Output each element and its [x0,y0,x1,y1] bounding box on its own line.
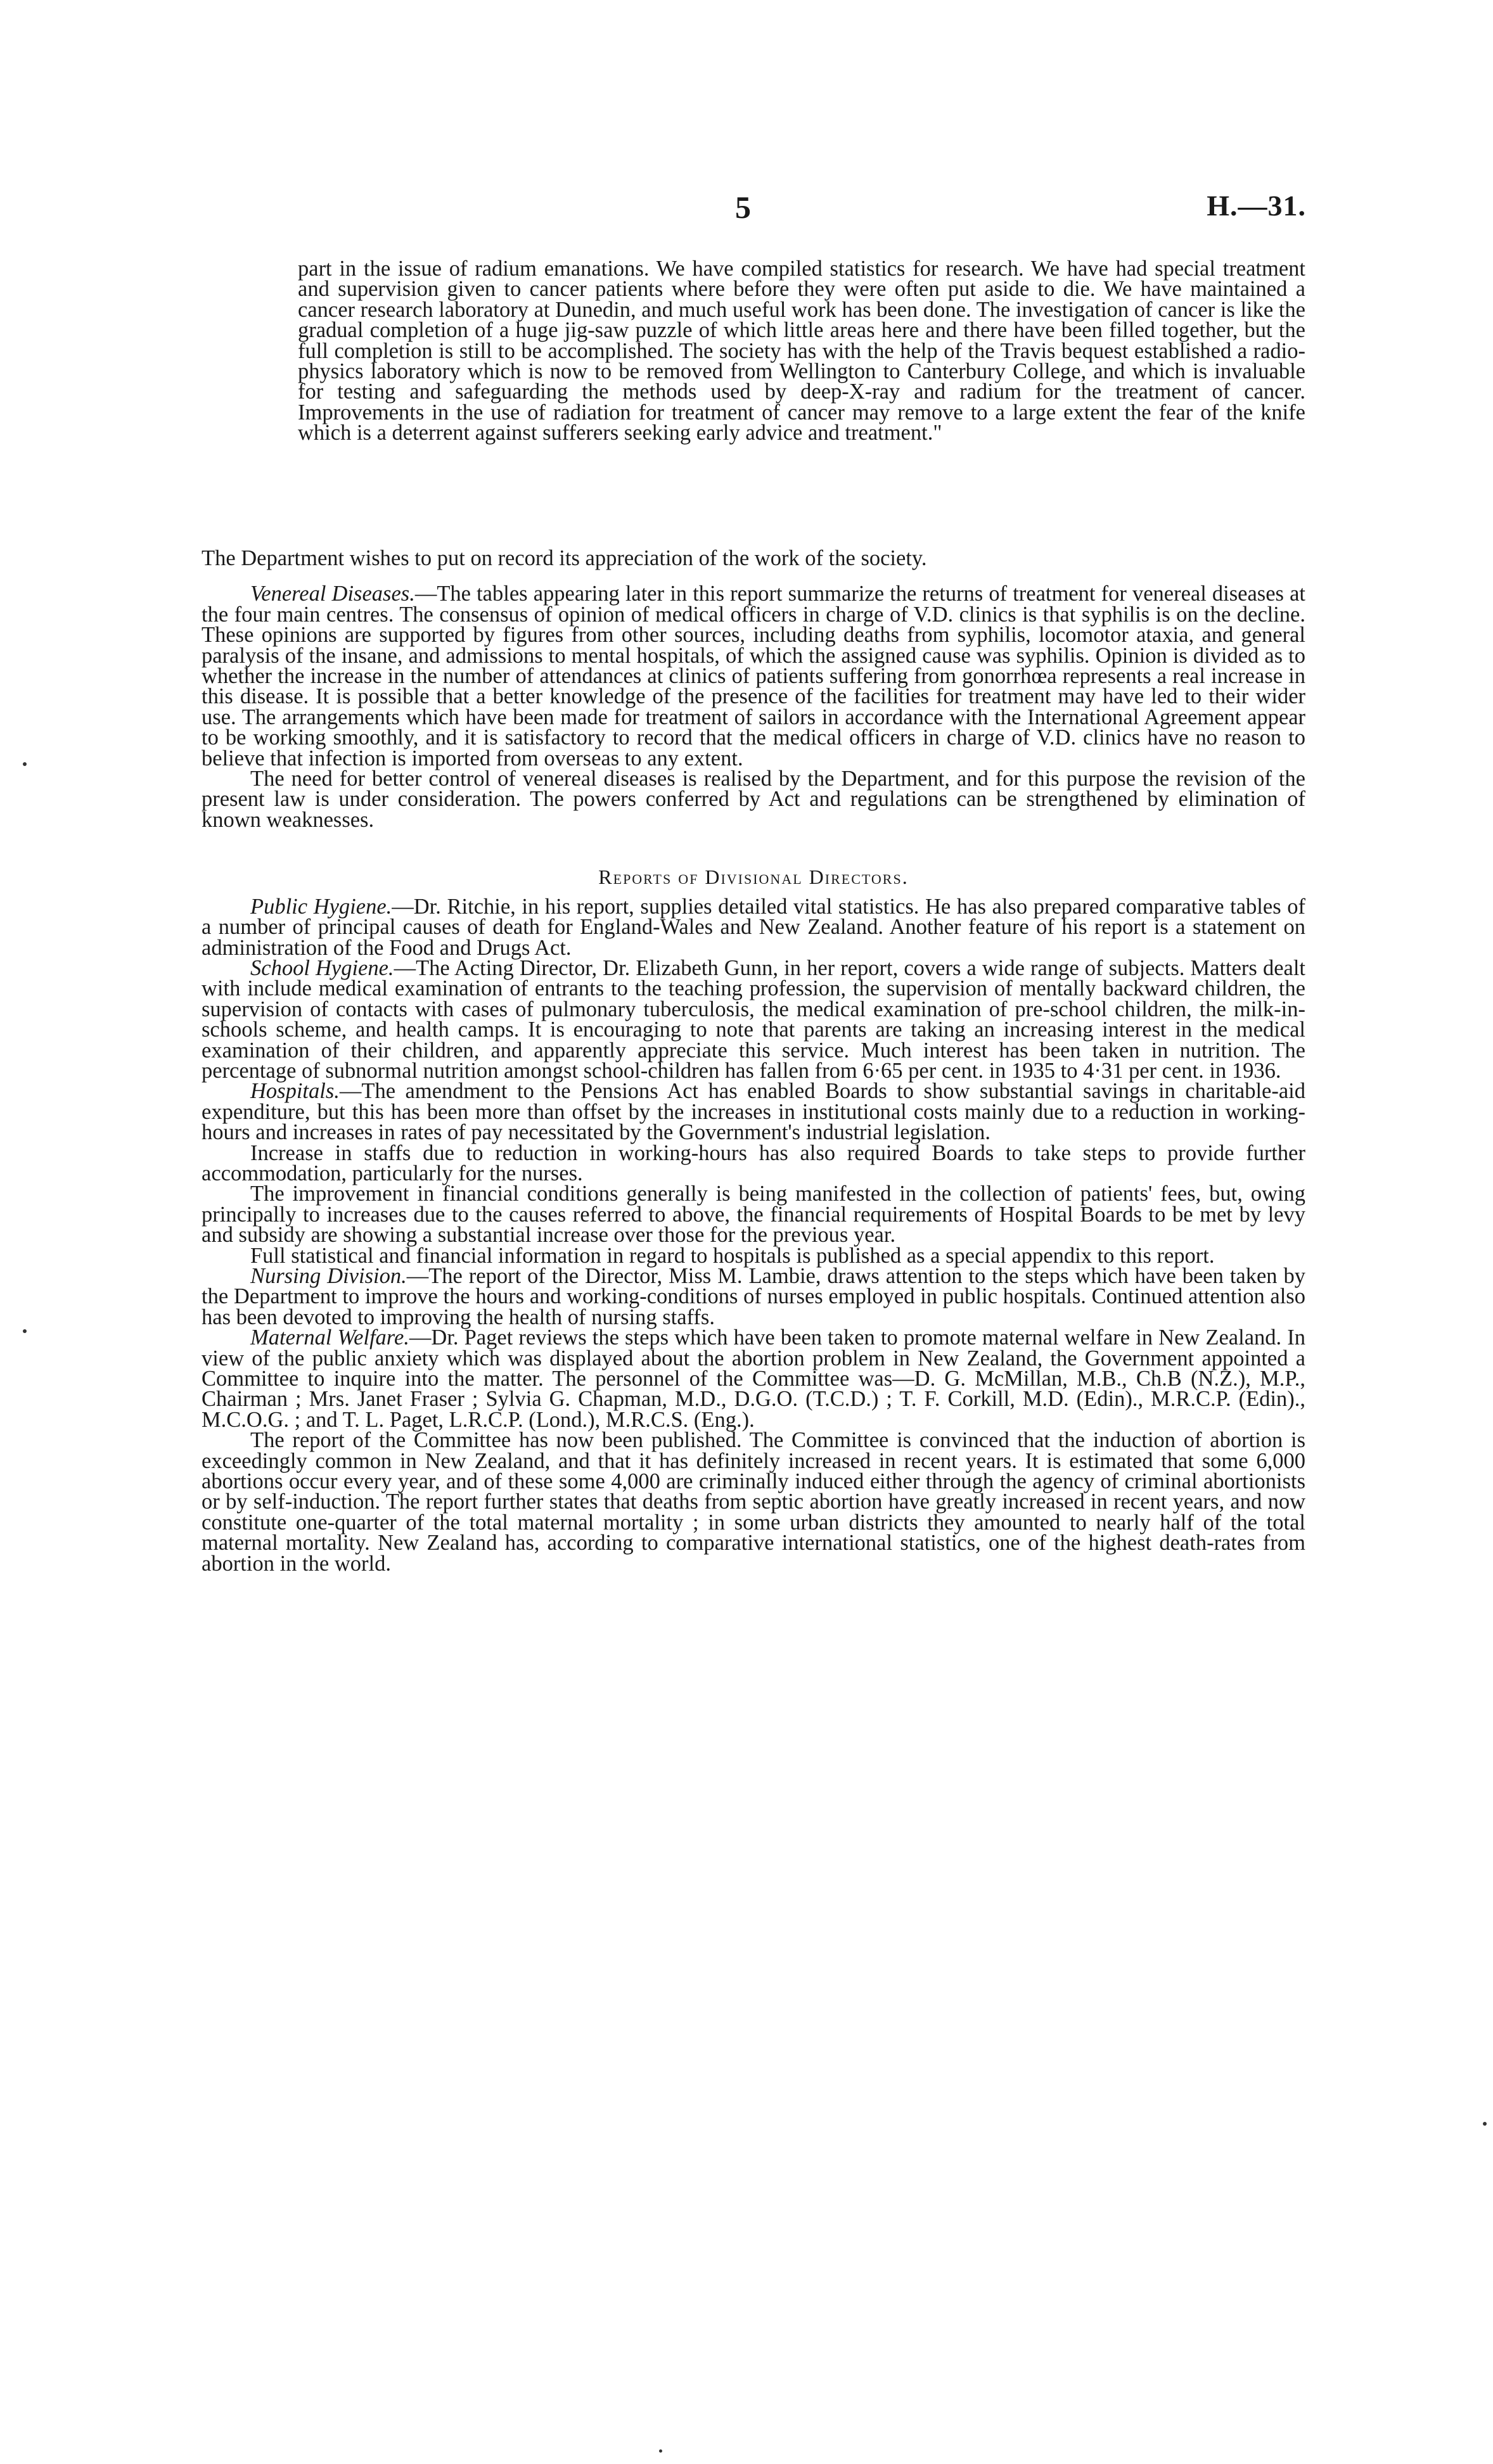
scan-speck [1483,2122,1487,2126]
public-hygiene-text: —Dr. Ritchie, in his report, supplies detailed vital statistics. He has also prepared comparative tables of a number of principal causes of death for England-Wales and New Zealand. Another feature of his report is a statement on administration of the Food and Drugs Act. [202,894,1305,960]
venereal-control-paragraph: The need for better control of venereal diseases is realised by the Department, and for this purpose the revision of the present law is under consideration. The powers conferred by Act and regulations can be strengthened by elimination of known weaknesses. [202,767,1305,832]
hospitals-paragraph [202,1079,1305,1145]
school-hygiene-heading: School Hygiene. [250,955,394,980]
venereal-diseases-text: —The tables appearing later in this report summarize the returns of treatment for venereal diseases at the four main centres. The consensus of opinion of medical officers in charge of V.D. clinics is that syphilis is on the decline. These opinions are supported by figures from other sources, including deaths from syphilis, locomotor ataxia, and general paralysis of the insane, and admissions to mental hospitals, of which the assigned cause was syphilis. Opinion is divided as to whether the increase in the number of attendances at clinics of patients suffering from gonorrhœa represents a real increase in this disease. It is possible that a better knowledge of the presence of the facilities for treatment may have led to their wider use. The arrangements which have been made for treatment of sailors in accordance with the International Agreement appear to be working smoothly, and it is satisfactory to record that the medical officers in charge of V.D. clinics have no reason to believe that infection is imported from overseas to any extent. [202,582,1305,770]
public-hygiene-heading: Public Hygiene. [250,894,392,919]
page-number: 5 [735,189,751,225]
nursing-text: —The report of the Director, Miss M. Lambie, draws attention to the steps which have been taken by the Department to improve the hours and working-conditions of nurses employed in public hospitals. Continued attention also has been devoted to improving the health of nursing staffs. [202,1264,1305,1329]
section-heading: Reports of Divisional Directors. [598,865,909,889]
venereal-diseases-paragraph [202,584,1305,769]
committee-report-paragraph: The report of the Committee has now been published. The Committee is convinced that the induction of abortion is exceedingly common in New Zealand, and that it has definitely increased in recent years. It is estimated that some 6,000 abortions occur every year, and of these some 4,000 are criminally induced either through the agency of criminal abortionists or by self-induction. The report further states that deaths from septic abortion have greatly increased in recent years, and now constitute one-quarter of the total maternal mortality ; in some urban districts they amounted to nearly half of the total maternal mortality. New Zealand has, according to comparative international statistics, one of the highest death-rates from abortion in the world. [202,1428,1305,1576]
nursing-paragraph [202,1266,1305,1327]
hospitals-staff-paragraph: Increase in staffs due to reduction in working-hours has also required Boards to take steps to provide further accommodation, particularly for the nurses. [202,1140,1305,1185]
nursing-heading: Nursing Division. [250,1264,407,1288]
appreciation-paragraph: The Department wishes to put on record its appreciation of the work of the society. [202,546,927,570]
school-hygiene-text: —The Acting Director, Dr. Elizabeth Gunn, in her report, covers a wide range of subjects. Matters dealt with include medical examination of entrants to the teaching profession, the supervision of mentally backward children, the supervision of contacts with cases of pulmonary tuberculosis, the medical examination of pre-school children, the milk-in-schools scheme, and health camps. It is encouraging to note that parents are taking an increasing interest in the medical examination of their children, and apparently appreciate this service. Much interest has been taken in nutrition. The percentage of subnormal nutrition amongst school-children has fallen from 6·65 per cent. in 1935 to 4·31 per cent. in 1936. [202,955,1305,1083]
school-hygiene-paragraph [202,955,1305,1083]
venereal-diseases-heading: Venereal Diseases. [250,582,415,606]
scan-speck [659,2449,662,2453]
maternal-welfare-paragraph [202,1327,1305,1430]
maternal-welfare-heading: Maternal Welfare. [250,1325,409,1350]
hospitals-appendix-paragraph: Full statistical and financial information in regard to hospitals is published as a special appendix to this report. [250,1243,1215,1268]
body-text [202,548,1305,1574]
scan-speck [23,1329,27,1333]
hospitals-text: —The amendment to the Pensions Act has enabled Boards to show substantial savings in charitable-aid expenditure, but this has been more than offset by the increases in institutional costs mainly due to a reduction in working-hours and increases in rates of pay necessitated by the Government's industrial legislation. [202,1079,1305,1145]
quoted-passage: part in the issue of radium emanations. We have compiled statistics for research. We have had special treatment and supervision given to cancer patients where before they were often put aside to die. We have maintained a cancer research laboratory at Dunedin, and much useful work has been done. The investigation of cancer is like the gradual completion of a huge jig-saw puzzle of which little areas here and there have been filled together, but the full completion is still to be accomplished. The society has with the help of the Travis bequest established a radio-physics laboratory which is now to be removed from Wellington to Canterbury College, and which is invaluable for testing and safeguarding the methods used by deep-X-ray and radium for the treatment of cancer. Improvements in the use of radiation for treatment of cancer may remove to a large extent the fear of the knife which is a deterrent against sufferers seeking early advice and treatment." [298,257,1305,445]
document-reference: H.—31. [1207,189,1306,222]
maternal-welfare-text: —Dr. Paget reviews the steps which have been taken to promote maternal welfare in New Zealand. In view of the public anxiety which was displayed about the abortion problem in New Zealand, the Government appointed a Committee to inquire into the matter. The personnel of the Committee was—D. G. McMillan, M.B., Ch.B (N.Z.), M.P., Chairman ; Mrs. Janet Fraser ; Sylvia G. Chapman, M.D., D.G.O. (T.C.D.) ; T. F. Corkill, M.D. (Edin)., M.R.C.P. (Edin)., M.C.O.G. ; and T. L. Paget, L.R.C.P. (Lond.), M.R.C.S. (Eng.). [202,1325,1305,1432]
hospitals-finance-paragraph: The improvement in financial conditions generally is being manifested in the collection of patients' fees, but, owing principally to increases due to the causes referred to above, the financial requirements of Hospital Boards to be met by levy and subsidy are showing a substantial increase over those for the previous year. [202,1182,1305,1248]
public-hygiene-paragraph [202,894,1305,960]
hospitals-heading: Hospitals. [250,1079,340,1104]
scan-speck [23,762,27,766]
